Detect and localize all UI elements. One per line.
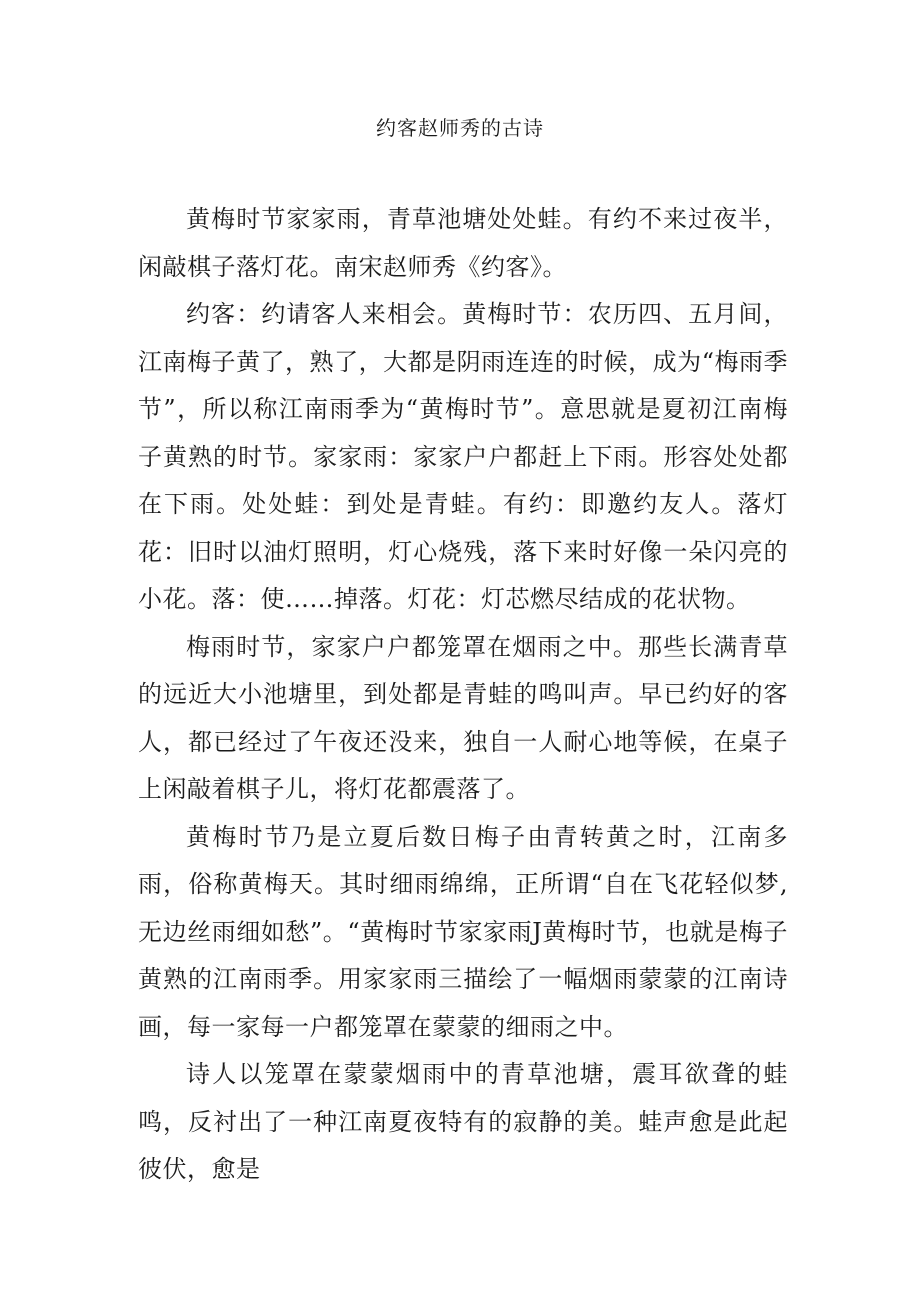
paragraph-poem: 黄梅时节家家雨，青草池塘处处蛙。有约不来过夜半，闲敲棋子落灯花。南宋赵师秀《约客》。 xyxy=(138,205,788,281)
paragraph-analysis-2: 诗人以笼罩在蒙蒙烟雨中的青草池塘，震耳欲聋的蛙鸣，反衬出了一种江南夏夜特有的寂静的美。蛙声愈是此起彼伏，愈是 xyxy=(138,1060,788,1183)
paragraph-translation: 梅雨时节，家家户户都笼罩在烟雨之中。那些长满青草的远近大小池塘里，到处都是青蛙的鸣叫声。早已约好的客人，都已经过了午夜还没来，独自一人耐心地等候，在桌子上闲敲着棋子儿，将灯花都震落了。 xyxy=(138,632,788,803)
paragraph-analysis-1: 黄梅时节乃是立夏后数日梅子由青转黄之时，江南多雨，俗称黄梅天。其时细雨绵绵，正所谓“自在飞花轻似梦,无边丝雨细如愁”。“黄梅时节家家雨J黄梅时节，也就是梅子黄熟的江南雨季。用家家雨三描绘了一幅烟雨蒙蒙的江南诗画，每一家每一户都笼罩在蒙蒙的细雨之中。 xyxy=(138,822,788,1041)
document-title: 约客赵师秀的古诗 xyxy=(376,116,544,140)
paragraph-annotations: 约客：约请客人来相会。黄梅时节：农历四、五月间，江南梅子黄了，熟了，大都是阴雨连连的时候，成为“梅雨季节”，所以称江南雨季为“黄梅时节”。意思就是夏初江南梅子黄熟的时节。家家雨：家家户户都赶上下雨。形容处处都在下雨。处处蛙：到处是青蛙。有约：即邀约友人。落灯花：旧时以油灯照明，灯心烧残，落下来时好像一朵闪亮的小花。落：使……掉落。灯花：灯芯燃尽结成的花状物。 xyxy=(138,300,788,613)
document-body xyxy=(138,196,788,1194)
